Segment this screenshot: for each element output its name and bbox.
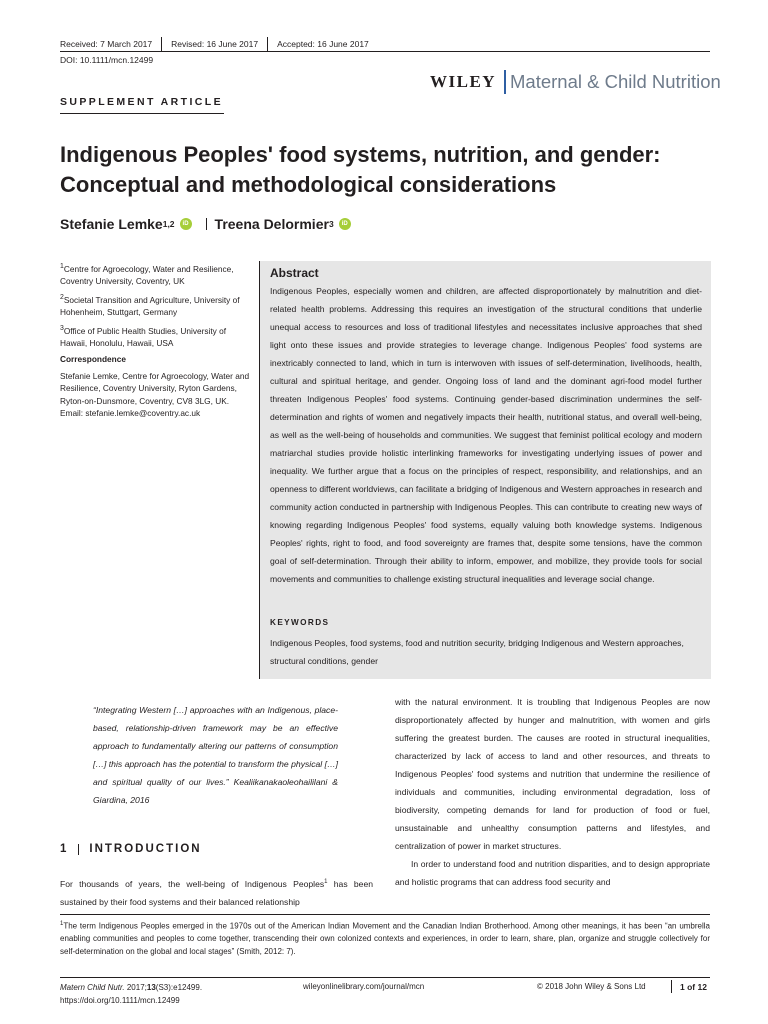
keywords-text: Indigenous Peoples, food systems, food and nutrition security, bridging Indigenous and Western approaches, structural conditions, gender bbox=[270, 638, 684, 666]
author-list bbox=[60, 216, 357, 232]
intro-paragraph-left bbox=[60, 873, 373, 911]
correspondence-heading: Correspondence bbox=[60, 354, 126, 365]
intro-column-right bbox=[395, 693, 710, 891]
author-affil-sup: 1,2 bbox=[162, 219, 175, 229]
body-text: For thousands of years, the well-being of Indigenous Peoples bbox=[60, 878, 325, 889]
journal-name: Maternal & Child Nutrition bbox=[510, 71, 721, 92]
affil-sup: 2 bbox=[60, 293, 64, 301]
divider bbox=[78, 844, 79, 855]
revised-date: Revised: 16 June 2017 bbox=[171, 39, 259, 49]
affiliation bbox=[60, 323, 250, 350]
correspondence-text bbox=[60, 370, 250, 420]
footnote-number: 1 bbox=[60, 921, 64, 927]
author-name[interactable]: Stefanie Lemke bbox=[60, 216, 163, 232]
body-text: has been sustained by their food systems and their balanced relationship bbox=[60, 878, 374, 907]
divider bbox=[161, 37, 162, 51]
citation bbox=[60, 982, 202, 1007]
section-title: INTRODUCTION bbox=[89, 843, 202, 855]
divider bbox=[206, 218, 207, 230]
citation-journal: Matern Child Nutr. bbox=[60, 983, 125, 992]
citation-year: 2017; bbox=[124, 983, 147, 992]
accepted-date: Accepted: 16 June 2017 bbox=[277, 39, 369, 49]
orcid-icon[interactable]: iD bbox=[339, 218, 351, 230]
divider bbox=[671, 980, 672, 993]
affiliation bbox=[60, 292, 250, 319]
affiliation-text: Societal Transition and Agriculture, University of Hohenheim, Stuttgart, Germany bbox=[60, 294, 240, 318]
keywords-heading: KEYWORDS bbox=[270, 618, 330, 627]
footer-rule bbox=[60, 977, 710, 978]
abstract-text: Indigenous Peoples, especially women and children, are affected disproportionately by malnutrition and diet-related health problems. Addressing this requires an investigation of the structural conditions that underlie unequal access to resources and loss of traditional lifestyles and necessitates inclusive approaches that shed light onto these issues and provide strategies to leverage change. Indigenous Peoples' food systems are inextricably connected to land, which in turn is interwoven with issues of self-determination, livelihoods, health, cultural and spiritual heritage, and gender. Ongoing loss of land and the dominant agri-food model further threaten Indigenous Peoples' food systems. Continuing gender-based discrimination undermines the self-determination and rights of women and negatively impacts their health, nutritional status, and overall well-being, as well as the well-being of households and communities. We suggest that feminist political ecology and modern matriarchal studies provide holistic interlinking frameworks for investigating underlying issues of power and inequality. We further argue that a focus on the principles of respect, responsibility, and relationships, and an openness to different worldviews, can facilitate a bridging of Indigenous and Western approaches in research and community action conducted in partnership with Indigenous Peoples. This can contribute to creating new ways of knowing regarding Indigenous Peoples' food systems, equally valuing both knowledge systems. Indigenous Peoples' rights, right to food, and food sovereignty are frames that, despite some tensions, have the common goal of self-determination. Through their ability to inform, empower, and mobilize, they provide tools for social movements and communities to challenge existing structural inequalities and leverage social change. bbox=[270, 286, 702, 584]
article-doi: DOI: 10.1111/mcn.12499 bbox=[60, 55, 154, 65]
article-type-underline bbox=[60, 113, 224, 114]
affiliation-text: Centre for Agroecology, Water and Resilience, Coventry University, Coventry, UK bbox=[60, 263, 234, 287]
copyright: © 2018 John Wiley & Sons Ltd bbox=[537, 982, 646, 991]
abstract-heading: Abstract bbox=[270, 266, 319, 280]
author-affil-sup: 3 bbox=[328, 219, 334, 229]
affiliation-text: Office of Public Health Studies, University of Hawaii, Honolulu, Hawaii, USA bbox=[60, 325, 227, 348]
doi-link[interactable]: https://doi.org/10.1111/mcn.12499 bbox=[60, 995, 180, 1005]
journal-url[interactable]: wileyonlinelibrary.com/journal/mcn bbox=[303, 982, 425, 991]
body-paragraph: In order to understand food and nutrition disparities, and to design appropriate and holistic programs that can address food security and bbox=[395, 859, 710, 887]
affil-sup: 1 bbox=[60, 263, 64, 270]
footnote-ref[interactable]: 1 bbox=[324, 879, 328, 885]
author-name[interactable]: Treena Delormier bbox=[214, 216, 329, 232]
article-type: SUPPLEMENT ARTICLE bbox=[60, 96, 223, 108]
article-title: Indigenous Peoples' food systems, nutrition, and gender: Conceptual and methodological considerations bbox=[60, 142, 661, 197]
section-heading bbox=[60, 843, 202, 855]
footnote bbox=[60, 918, 710, 958]
affiliation bbox=[60, 261, 250, 288]
correspondence-address: Stefanie Lemke, Centre for Agroecology, Water and Resilience, Coventry University, Ryton Gardens, Ryton-on-Dunsmore, Coventry, CV8 3LG, UK. bbox=[60, 370, 250, 406]
affil-sup: 3 bbox=[60, 324, 64, 332]
publisher-logo: WILEY bbox=[430, 72, 497, 91]
section-number: 1 bbox=[60, 843, 69, 855]
footnote-rule bbox=[60, 914, 710, 915]
body-paragraph: with the natural environment. It is troubling that Indigenous Peoples are now disproportionately affected by hunger and malnutrition, with women and girls suffering the greatest burden. The causes are rooted in structural inequalities, characterized by lack of access to land and other resources, and threats to Indigenous Peoples' food systems and nutrition that undermine the resilience of individuals and communities, including environmental degradation, loss of biodiversity, competing demands for land for production of food or fuel, unsustainable and unhealthy consumption patterns and lifestyles, and centralization of power in market structures. bbox=[395, 697, 710, 851]
article-dates bbox=[60, 37, 369, 51]
orcid-icon[interactable]: iD bbox=[180, 218, 192, 230]
page-number: 1 of 12 bbox=[680, 982, 707, 992]
divider bbox=[267, 37, 268, 51]
footnote-text: The term Indigenous Peoples emerged in the 1970s out of the American Indian Movement and the Canadian Indian Brotherhood. Among other meanings, it has been “an umbrella enabling communities and peoples to come together, transcending their own colonized contexts and experiences, in order to learn, share, plan, organize and struggle collectively for self-determination on the global and local stages” (Smith, 2012: 7). bbox=[60, 921, 710, 956]
citation-volume: 13 bbox=[146, 983, 156, 992]
affiliations bbox=[60, 261, 250, 424]
header-rule bbox=[60, 51, 710, 52]
epigraph-quote: “Integrating Western […] approaches with an Indigenous, place-based, relationship-driven framework may be an effective approach to fundamentally altering our patterns of consumption […] this approach has the potential to transform the physical […] and spiritual quality of our lives.” Kealiikanakaoleohaililani & Giardina, 2016 bbox=[93, 705, 338, 805]
received-date: Received: 7 March 2017 bbox=[60, 39, 153, 49]
citation-issue: (S3):e12499. bbox=[155, 983, 203, 992]
correspondence-email[interactable]: Email: stefanie.lemke@coventry.ac.uk bbox=[60, 408, 201, 419]
